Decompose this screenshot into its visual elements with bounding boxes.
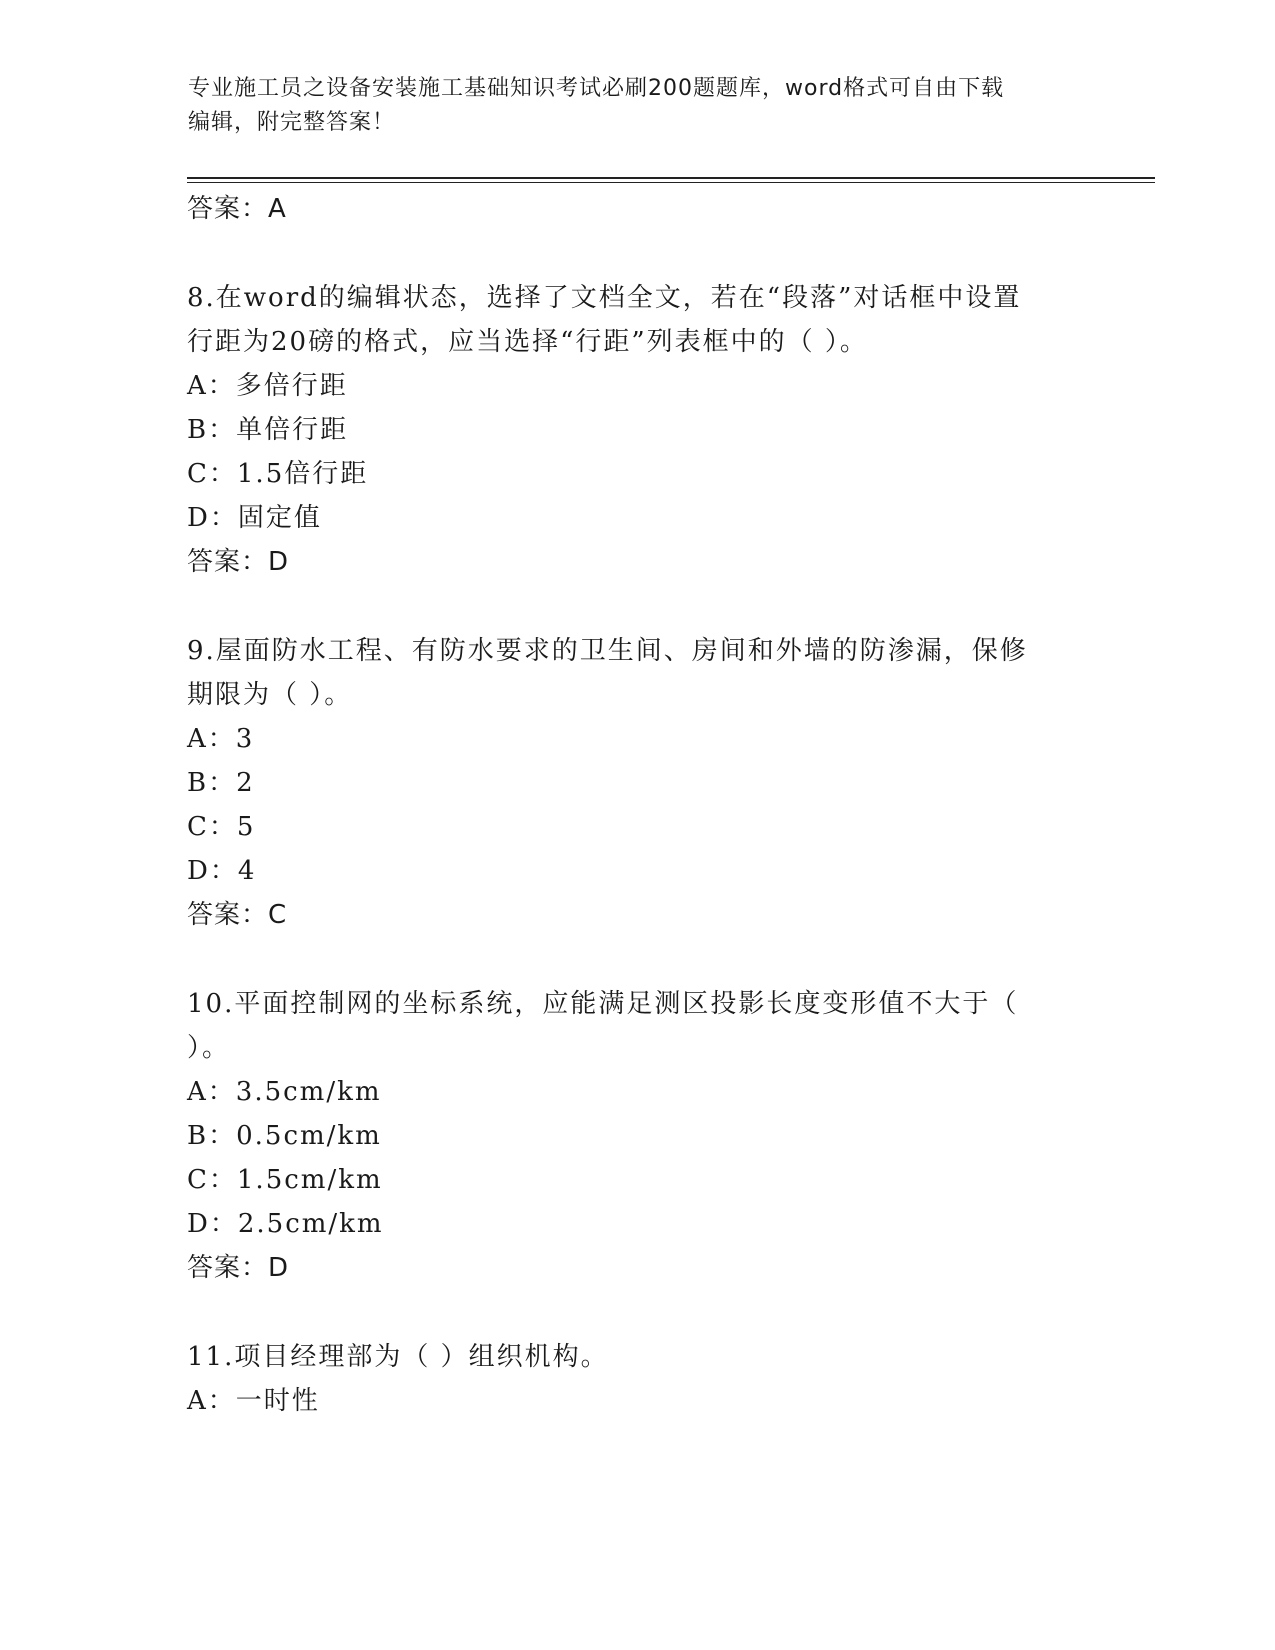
option-a: A：多倍行距 (187, 371, 348, 401)
document-header: 专业施工员之设备安装施工基础知识考试必刷200题题库，word格式可自由下载 编辑，附完整答案！ (188, 76, 1005, 135)
option-b: B：2 (187, 768, 255, 798)
option-a: A：3.5cm/km (187, 1077, 382, 1107)
question-stem: 9.屋面防水工程、有防水要求的卫生间、房间和外墙的防渗漏，保修 (187, 636, 1028, 666)
option-d: D：2.5cm/km (187, 1209, 384, 1239)
answer-line: 答案：D (187, 547, 290, 577)
question-stem: 10.平面控制网的坐标系统，应能满足测区投影长度变形值不大于（ (187, 989, 1019, 1019)
option-b: B：0.5cm/km (187, 1121, 382, 1151)
option-a: A：一时性 (187, 1386, 320, 1416)
option-d: D：4 (187, 856, 257, 886)
header-divider-thin (187, 182, 1155, 183)
question-stem: 期限为（ ）。 (187, 680, 353, 710)
option-c: C：1.5倍行距 (187, 459, 369, 489)
answer-line: 答案：C (187, 900, 288, 930)
header-divider-thick (187, 177, 1155, 179)
answer-line: 答案：D (187, 1253, 290, 1283)
option-c: C：1.5cm/km (187, 1165, 383, 1195)
answer-line: 答案：A (187, 194, 287, 224)
option-b: B：单倍行距 (187, 415, 349, 445)
question-stem: 行距为20磅的格式，应当选择“行距”列表框中的（ ）。 (187, 327, 868, 357)
question-stem: 11.项目经理部为（ ）组织机构。 (187, 1342, 609, 1372)
question-stem: ）。 (187, 1033, 231, 1063)
option-c: C：5 (187, 812, 256, 842)
option-a: A：3 (187, 724, 255, 754)
question-stem: 8.在word的编辑状态，选择了文档全文，若在“段落”对话框中设置 (187, 283, 1022, 313)
option-d: D：固定值 (187, 503, 322, 533)
